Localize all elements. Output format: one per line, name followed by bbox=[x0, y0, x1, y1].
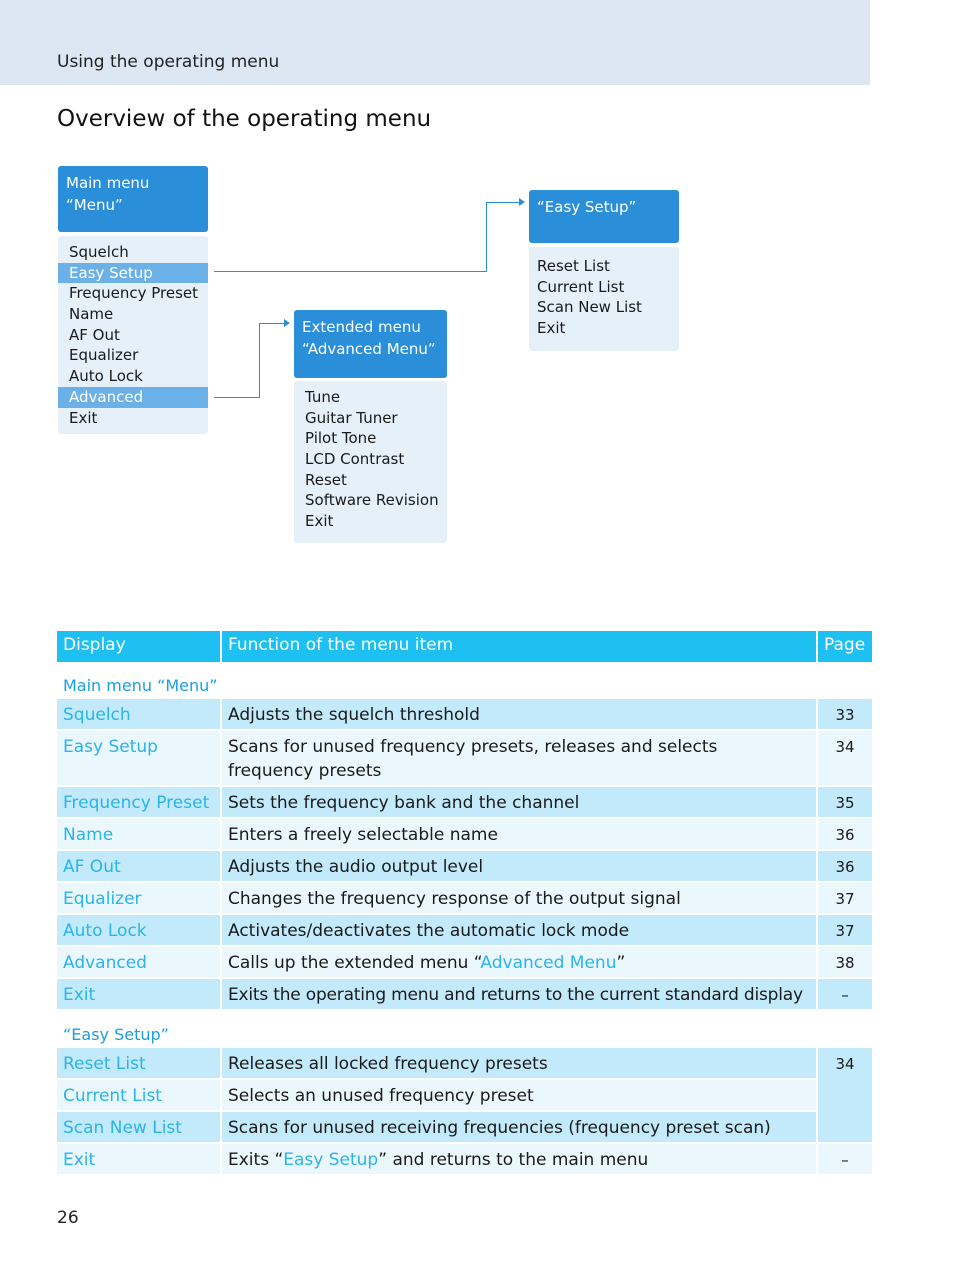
extended-menu-header bbox=[294, 310, 447, 378]
main-menu-item: Squelch bbox=[69, 243, 129, 261]
display-cell: Reset List bbox=[57, 1048, 220, 1080]
easy-setup-item: Scan New List bbox=[537, 298, 642, 317]
extended-menu-item: Pilot Tone bbox=[305, 429, 377, 448]
function-cell: Activates/deactivates the automatic lock mode bbox=[220, 915, 816, 947]
table-row bbox=[57, 915, 872, 947]
main-menu-header bbox=[58, 166, 208, 232]
table-row bbox=[57, 699, 872, 731]
page-cell: 38 bbox=[816, 947, 872, 979]
table-row bbox=[57, 1080, 872, 1112]
main-menu-item: Exit bbox=[69, 408, 98, 427]
extended-menu-item: Reset bbox=[305, 470, 347, 489]
page-cell: 36 bbox=[816, 819, 872, 851]
function-text: Exits “ bbox=[228, 1150, 284, 1170]
main-menu-subtitle: “Menu” bbox=[66, 196, 123, 214]
function-cell: Exits the operating menu and returns to the current standard display bbox=[220, 979, 816, 1011]
display-cell: Current List bbox=[57, 1080, 220, 1112]
page-cell: 37 bbox=[816, 883, 872, 915]
extended-menu-list bbox=[294, 381, 447, 543]
extended-menu-item: Guitar Tuner bbox=[305, 408, 398, 427]
connector-line bbox=[214, 271, 487, 272]
page-cell: 34 bbox=[816, 1048, 872, 1144]
table-row bbox=[57, 1144, 872, 1176]
table-row bbox=[57, 1048, 872, 1080]
table-row bbox=[57, 819, 872, 851]
connector-line bbox=[486, 202, 520, 203]
easy-setup-item: Exit bbox=[537, 319, 566, 338]
extended-menu-item: Exit bbox=[305, 512, 334, 531]
function-cell: Adjusts the squelch threshold bbox=[220, 699, 816, 731]
extended-menu-subtitle: “Advanced Menu” bbox=[302, 340, 436, 358]
column-header-function: Function of the menu item bbox=[220, 631, 816, 662]
function-text: ” and returns to the main menu bbox=[378, 1150, 649, 1170]
display-cell: Exit bbox=[57, 979, 220, 1011]
page-cell: 36 bbox=[816, 851, 872, 883]
display-cell: Advanced bbox=[57, 947, 220, 979]
main-menu-item: Frequency Preset bbox=[69, 284, 199, 303]
main-menu-item: Equalizer bbox=[69, 346, 139, 365]
function-cell: Enters a freely selectable name bbox=[220, 819, 816, 851]
easy-setup-item: Reset List bbox=[537, 257, 610, 275]
column-header-page: Page bbox=[816, 631, 872, 662]
page-cell: 33 bbox=[816, 699, 872, 731]
table-row bbox=[57, 851, 872, 883]
easy-setup-list bbox=[529, 247, 679, 351]
function-cell: Changes the frequency response of the output signal bbox=[220, 883, 816, 915]
section-heading-main-menu: Main menu “Menu” bbox=[57, 662, 872, 699]
table-row bbox=[57, 883, 872, 915]
header-band bbox=[0, 0, 870, 85]
page-title: Overview of the operating menu bbox=[57, 106, 432, 132]
display-cell: Easy Setup bbox=[57, 731, 220, 787]
page-cell: 35 bbox=[816, 787, 872, 819]
function-cell: Selects an unused frequency preset bbox=[220, 1080, 816, 1112]
connector-line bbox=[259, 323, 285, 324]
menu-reference: Advanced Menu bbox=[480, 953, 617, 973]
table-row bbox=[57, 979, 872, 1011]
display-cell: Name bbox=[57, 819, 220, 851]
main-menu-title: Main menu bbox=[66, 174, 150, 192]
arrow-head-icon bbox=[284, 319, 290, 327]
page-cell: 37 bbox=[816, 915, 872, 947]
display-cell: AF Out bbox=[57, 851, 220, 883]
function-cell: Adjusts the audio output level bbox=[220, 851, 816, 883]
function-cell bbox=[220, 1144, 816, 1176]
main-menu-item: Name bbox=[69, 305, 114, 324]
table-row bbox=[57, 947, 872, 979]
function-cell: Sets the frequency bank and the channel bbox=[220, 787, 816, 819]
display-cell: Equalizer bbox=[57, 883, 220, 915]
function-cell: Releases all locked frequency presets bbox=[220, 1048, 816, 1080]
extended-menu-title: Extended menu bbox=[302, 318, 421, 336]
column-header-display: Display bbox=[57, 631, 220, 662]
table-row bbox=[57, 731, 872, 787]
arrow-head-icon bbox=[519, 198, 525, 206]
function-cell: Scans for unused frequency presets, releases and selects frequency presets bbox=[220, 731, 816, 787]
main-menu-list bbox=[58, 236, 208, 434]
connector-line bbox=[214, 397, 260, 398]
extended-menu-item: Tune bbox=[305, 388, 341, 406]
connector-line bbox=[259, 323, 260, 398]
main-menu-item-highlighted: Easy Setup bbox=[58, 263, 208, 284]
main-menu-item: AF Out bbox=[69, 325, 120, 344]
function-text: ” bbox=[616, 953, 626, 973]
easy-setup-item: Current List bbox=[537, 277, 625, 296]
table-row bbox=[57, 1112, 872, 1144]
menu-reference: Easy Setup bbox=[283, 1150, 379, 1170]
page-number: 26 bbox=[57, 1208, 79, 1228]
function-cell: Scans for unused receiving frequencies (frequency preset scan) bbox=[220, 1112, 816, 1144]
connector-line bbox=[486, 202, 487, 272]
display-cell: Squelch bbox=[57, 699, 220, 731]
display-cell: Auto Lock bbox=[57, 915, 220, 947]
menu-overview-table bbox=[57, 631, 872, 1176]
extended-menu-item: Software Revision bbox=[305, 491, 439, 510]
display-cell: Frequency Preset bbox=[57, 787, 220, 819]
extended-menu-item: LCD Contrast bbox=[305, 450, 405, 469]
display-cell: Exit bbox=[57, 1144, 220, 1176]
function-cell bbox=[220, 947, 816, 979]
section-heading-easy-setup: “Easy Setup” bbox=[57, 1011, 872, 1048]
main-menu-item-highlighted: Advanced bbox=[58, 387, 208, 408]
page-cell: – bbox=[816, 979, 872, 1011]
main-menu-item: Auto Lock bbox=[69, 367, 143, 386]
section-header: Using the operating menu bbox=[57, 52, 280, 72]
table-row bbox=[57, 787, 872, 819]
function-text: Calls up the extended menu “ bbox=[228, 953, 481, 973]
page-cell: 34 bbox=[816, 731, 872, 787]
easy-setup-title: “Easy Setup” bbox=[537, 198, 637, 216]
easy-setup-header bbox=[529, 190, 679, 243]
display-cell: Scan New List bbox=[57, 1112, 220, 1144]
page-cell: – bbox=[816, 1144, 872, 1176]
